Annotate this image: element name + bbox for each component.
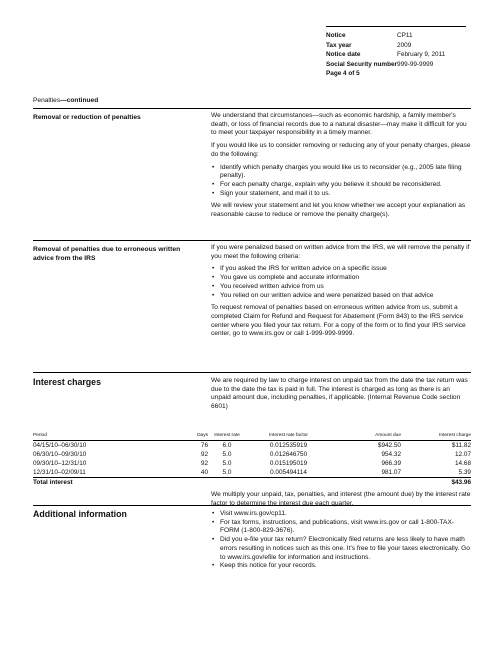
erroneous-list	[211, 265, 471, 300]
charge-cell: 12.07	[455, 451, 471, 459]
period-cell: 12/31/10–02/09/11	[33, 468, 173, 478]
interest-paragraph-2: We multiply your unpaid, tax, penalties, and interest (the amount due) by the interest rate factor to determine the interest due each quarter.	[211, 491, 471, 507]
section-divider	[33, 505, 471, 506]
column-header-charge: Interest charge	[401, 433, 471, 441]
factor-cell: 0.012646750	[269, 451, 308, 459]
list-item: • For each penalty charge, explain why you believe it should be reconsidered.	[220, 181, 471, 190]
list-item: • Sign your statement, and mail it to us.	[220, 190, 471, 199]
ssn-value: 999-99-9999	[397, 60, 434, 68]
list-item: • If you asked the IRS for written advice on a specific issue	[220, 265, 471, 274]
list-item: • Identify which penalty charges you would like us to reconsider (e.g., 2005 late filing penalty).	[220, 164, 471, 181]
reduction-paragraph-3: We will review your statement and let you know whether we accept your explanation as reasonable cause to reduce or remove the penalty charge(s).	[211, 202, 466, 219]
ssn-row	[326, 60, 466, 70]
notice-label: Notice	[326, 32, 346, 39]
reduction-paragraph-2: If you would like us to consider removing or reducing any of your penalty charges, please do the following:	[211, 142, 471, 158]
notice-date-value: February 9, 2011	[397, 51, 446, 59]
notice-info-table	[326, 31, 466, 69]
column-header-factor: Interest rate factor	[246, 433, 331, 441]
additional-heading: Additional information	[33, 509, 127, 519]
list-item: • Did you e-file your tax return? Electronically filed returns are less likely to have math errors resulting in notices such as this one. It's free to file your taxes electronically. Go to www.irs.gov/efile for information and instructions.	[220, 536, 471, 562]
notice-date-label: Notice date	[326, 51, 361, 59]
notice-info-box	[326, 26, 466, 79]
charge-cell: 14.68	[455, 460, 471, 468]
days-cell: 92	[200, 451, 208, 459]
amount-cell: $942.50	[377, 442, 401, 450]
list-item: • Visit www.irs.gov/cp11.	[220, 510, 471, 519]
charge-cell: 5.39	[401, 468, 471, 478]
tax-year-label: Tax year	[326, 41, 352, 49]
erroneous-paragraph-1: If you were penalized based on written advice from the IRS, we will remove the penalty if you meet the following criteria:	[211, 244, 470, 260]
notice-date-row	[326, 50, 466, 60]
interest-table	[33, 433, 471, 487]
continued-prefix: Penalties	[33, 97, 61, 104]
amount-cell: 966.39	[381, 460, 401, 468]
section-divider	[33, 108, 471, 109]
column-header-period: Period	[33, 433, 173, 441]
days-cell: 76	[200, 442, 208, 450]
table-row	[33, 450, 471, 459]
days-cell: 92	[200, 460, 208, 468]
additional-body	[211, 510, 471, 575]
interest-paragraph-1: We are required by law to charge interest on unpaid tax from the date the tax return was due to the date the tax is paid in full. The interest is charged as long as there is an unpaid amount due, including penalties, if applicable. (Internal Revenue Code section 6601)	[211, 377, 468, 411]
factor-cell: 0.015195019	[269, 460, 308, 468]
list-item: • You received written advice from us	[220, 283, 471, 292]
table-row	[33, 459, 471, 468]
table-row	[33, 468, 471, 478]
notice-row	[326, 31, 466, 41]
table-row	[33, 441, 471, 451]
column-header-rate: Interest rate	[208, 433, 246, 441]
list-item: • Keep this notice for your records.	[220, 562, 471, 571]
notice-value: CP11	[397, 32, 413, 39]
ssn-label: Social Security number	[326, 60, 398, 68]
section-divider	[33, 372, 471, 373]
notice-top-rule	[326, 26, 466, 27]
reduction-heading: Removal or reduction of penalties	[33, 114, 141, 121]
total-value: $43.96	[401, 478, 471, 488]
interest-heading: Interest charges	[33, 377, 101, 387]
continued-suffix: —continued	[60, 97, 99, 104]
page-number: Page 4 of 5	[326, 70, 360, 78]
table-header-row	[33, 433, 471, 441]
total-label: Total interest	[33, 478, 401, 488]
rate-cell: 5.0	[222, 460, 232, 468]
section-divider	[33, 240, 471, 241]
factor-cell: 0.005494114	[246, 468, 331, 478]
period-cell: 09/30/10–12/31/10	[33, 460, 87, 468]
reduction-list	[211, 164, 471, 199]
factor-cell: 0.012535919	[269, 442, 308, 450]
tax-year-row	[326, 41, 466, 51]
period-cell: 06/30/10–09/30/10	[33, 451, 87, 459]
erroneous-heading: Removal of penalties due to erroneous written advice from the IRS	[33, 246, 181, 262]
list-item: • You relied on our written advice and were penalized based on that advice	[220, 292, 471, 301]
reduction-paragraph-1: We understand that circumstances—such as economic hardship, a family member's death, or loss of financial records due to a natural disaster—may make it difficult for you to meet your taxpayer responsibility in a timely manner.	[211, 112, 467, 137]
reduction-body	[211, 112, 471, 224]
column-header-amount: Amount due	[331, 433, 401, 441]
period-cell: 04/15/10–06/30/10	[33, 442, 87, 450]
list-item: • You gave us complete and accurate information	[220, 274, 471, 283]
amount-cell: 954.32	[381, 451, 401, 459]
amount-cell: 981.07	[331, 468, 401, 478]
continued-heading	[33, 97, 98, 106]
tax-year-value: 2009	[397, 41, 412, 49]
additional-list	[211, 510, 471, 571]
interest-intro	[211, 377, 471, 416]
charge-cell: $11.82	[451, 442, 471, 450]
rate-cell: 5.0	[208, 468, 246, 478]
list-item: • For tax forms, instructions, and publications, visit www.irs.gov or call 1-800-TAX-FORM (1-800-829-3676).	[220, 519, 471, 536]
column-header-days: Days	[173, 433, 208, 441]
erroneous-paragraph-2: To request removal of penalties based on erroneous written advice from us, submit a completed Claim for Refund and Request for Abatement (Form 843) to the IRS service center where you filed your tax return. For a copy of the form or to find your IRS service center, go to www.irs.gov or call 1-999-999-9999.	[211, 304, 466, 338]
days-cell: 40	[173, 468, 208, 478]
erroneous-body	[211, 244, 471, 343]
total-row	[33, 478, 471, 488]
rate-cell: 6.0	[222, 442, 232, 450]
rate-cell: 5.0	[222, 451, 232, 459]
